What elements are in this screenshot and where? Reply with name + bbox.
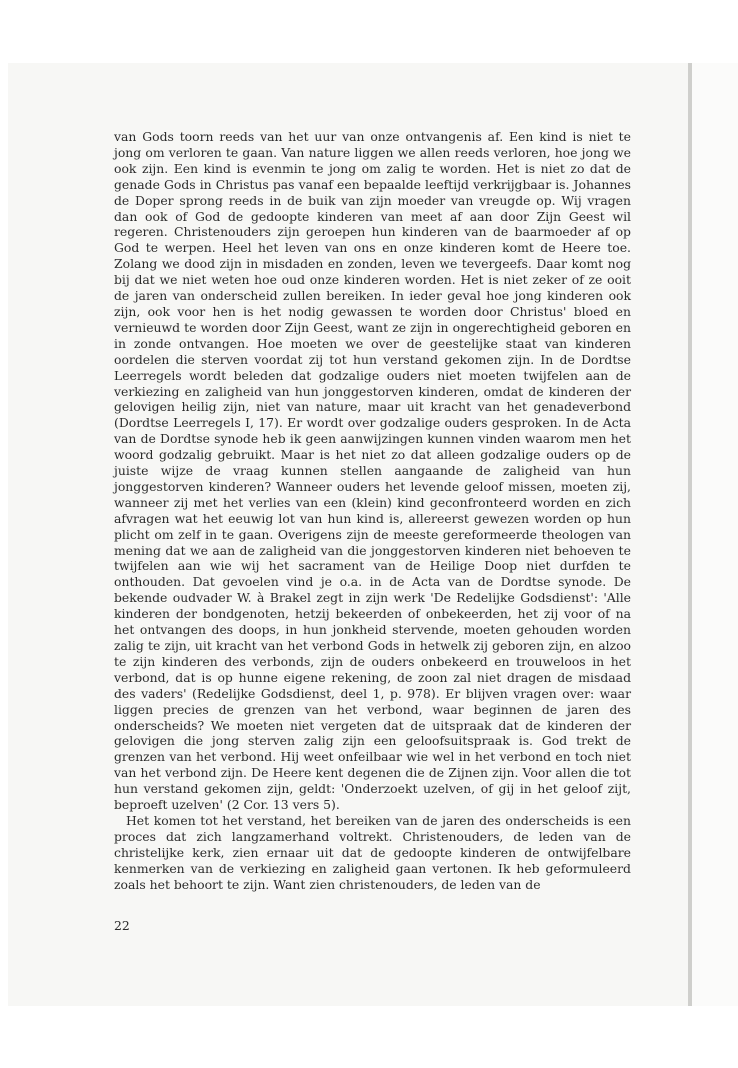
paragraph-2: Het komen tot het verstand, het bereiken van de jaren des onderscheids is een proces dat zich langzamerhand voltrekt. Christenouders, de leden van de christelijke kerk, zien ernaar uit dat de gedoopte kinderen de ontwijfelbare kenmerken van de verkiezing en zaligheid gaan vertonen. Ik heb geformuleerd zoals het behoort te zijn. Want zien christenouders, de leden van de bbox=[114, 812, 631, 892]
page-number: 22 bbox=[114, 918, 130, 933]
paragraph-1: van Gods toorn reeds van het uur van onze ontvangenis af. Een kind is niet te jong om verloren te gaan. Van nature liggen we allen reeds verloren, hoe jong we ook zijn. Een kind is evenmin te jong om zalig te worden. Het is niet zo dat de genade Gods in Christus pas vanaf een bepaalde leeftijd verkrijgbaar is. Johannes de Doper sprong reeds in de buik van zijn moeder van vreugde op. Wij vragen dan ook of God de gedoopte kinderen van meet af aan door Zijn Geest wil regeren. Christenouders zijn geroepen hun kinderen van de baarmoeder af op God te werpen. Heel het leven van ons en onze kinderen komt de Heere toe. Zolang we dood zijn in misdaden en zonden, leven we tevergeefs. Daar komt nog bij dat we niet weten hoe oud onze kinderen worden. Het is niet zeker of ze ooit de jaren van onderscheid zullen bereiken. In ieder geval hoe jong kinderen ook zijn, ook voor hen is het nodig gewassen te worden door Christus' bloed en vernieuwd te worden door Zijn Geest, want ze zijn in ongerechtigheid geboren en in zonde ontvangen. Hoe moeten we over de geestelijke staat van kinderen oordelen die sterven voordat zij tot hun verstand gekomen zijn. In de Dordtse Leerregels wordt beleden dat godzalige ouders niet moeten twijfelen aan de verkiezing en zaligheid van hun jonggestorven kinderen, omdat de kinderen der gelovigen heilig zijn, niet van nature, maar uit kracht van het genadeverbond (Dordtse Leerregels I, 17). Er wordt over godzalige ouders gesproken. In de Acta van de Dordtse synode heb ik geen aanwijzingen kunnen vinden waarom men het woord godzalig gebruikt. Maar is het niet zo dat alleen godzalige ouders op de juiste wijze de vraag kunnen stellen aangaande de zaligheid van hun jonggestorven kinderen? Wanneer ouders het levende geloof missen, moeten zij, wanneer zij met het verlies van een (klein) kind geconfronteerd worden en zich afvragen wat het eeuwig lot van hun kind is, allereerst gewezen worden op hun plicht om zelf in te gaan. Overigens zijn de meeste gereformeerde theologen van mening dat we aan de zaligheid van die jonggestorven kinderen niet behoeven te twijfelen aan wie wij het sacrament van de Heilige Doop niet durfden te onthouden. Dat gevoelen vind je o.a. in de Acta van de Dordtse synode. De bekende oudvader W. à Brakel zegt in zijn werk 'De Redelijke Godsdienst': 'Alle kinderen der bondgenoten, hetzij bekeerden of onbekeerden, het zij voor of na het ontvangen des doops, in hun jonkheid stervende, moeten gehouden worden zalig te zijn, uit kracht van het verbond Gods in hetwelk zij geboren zijn, en alzoo te zijn kinderen des verbonds, zijn de ouders onbekeerd en trouweloos in het verbond, dat is op hunne eigene rekening, de zoon zal niet dragen de misdaad des vaders' (Redelijke Godsdienst, deel 1, p. 978). Er blijven vragen over: waar liggen precies de grenzen van het verbond, waar beginnen de jaren des onderscheids? We moeten niet vergeten dat de uitspraak dat de kinderen der gelovigen die jong sterven zalig zijn een geloofsuitspraak is. God trekt de grenzen van het verbond. Hij weet onfeilbaar wie wel in het verbond en toch niet van het verbond zijn. De Heere kent degenen die de Zijnen zijn. Voor allen die tot hun verstand gekomen zijn, geldt: 'Onderzoekt uzelven, of gij in het geloof zijt, beproeft uzelven' (2 Cor. 13 vers 5). bbox=[114, 129, 631, 813]
page-edge bbox=[692, 63, 738, 1006]
body-text bbox=[114, 129, 631, 893]
